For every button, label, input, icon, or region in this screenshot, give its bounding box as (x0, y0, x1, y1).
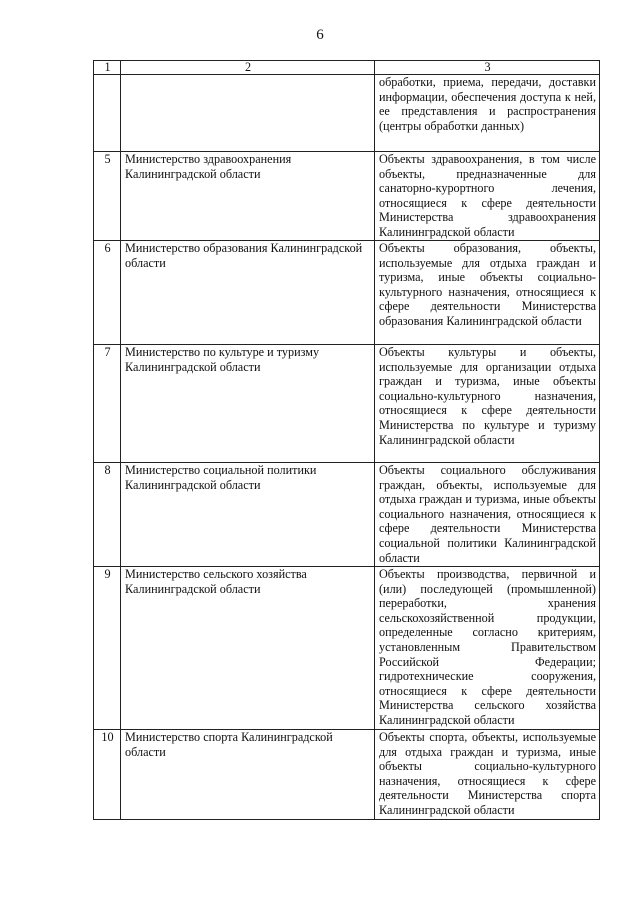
column-header-1: 1 (94, 61, 121, 75)
objects-description: Объекты социального обслуживания граждан, объекты, используемые для отдыха граждан и туризма, иные объекты социального назначения, относящиеся к сфере деятельности Министерства социальной политики Калининградской области (375, 463, 600, 567)
table-header-row (94, 61, 600, 75)
ministry-name (121, 75, 375, 152)
table-row (94, 345, 600, 463)
table-row (94, 463, 600, 567)
ministry-name: Министерство по культуре и туризму Калининградской области (121, 345, 375, 463)
objects-description: Объекты спорта, объекты, используемые для отдыха граждан и туризма, иные объекты социально-культурного назначения, относящиеся к сфере деятельности Министерства спорта Калининградской области (375, 730, 600, 820)
row-number: 7 (94, 345, 121, 463)
column-header-3: 3 (375, 61, 600, 75)
ministry-name: Министерство сельского хозяйства Калининградской области (121, 567, 375, 730)
table-row (94, 730, 600, 820)
objects-description: Объекты образования, объекты, используемые для отдыха граждан и туризма, иные объекты социально-культурного назначения, относящиеся к сфере деятельности Министерства образования Калининградской области (375, 241, 600, 345)
row-number: 9 (94, 567, 121, 730)
row-number: 6 (94, 241, 121, 345)
objects-description: обработки, приема, передачи, доставки информации, обеспечения доступа к ней, ее представления и распространения (центры обработки данных) (375, 75, 600, 152)
ministry-name: Министерство спорта Калининградской области (121, 730, 375, 820)
table-row (94, 241, 600, 345)
table-row (94, 75, 600, 152)
objects-description: Объекты здравоохранения, в том числе объекты, предназначенные для санаторно-курортного лечения, относящиеся к сфере деятельности Министерства здравоохранения Калининградской области (375, 152, 600, 241)
row-number: 8 (94, 463, 121, 567)
objects-description: Объекты производства, первичной и (или) последующей (промышленной) переработки, хранения сельскохозяйственной продукции, определенные согласно критериям, установленным Правительством Российской Федерации; гидротехнические сооружения, относящиеся к сфере деятельности Министерства сельского хозяйства Калининградской области (375, 567, 600, 730)
row-number (94, 75, 121, 152)
row-number: 10 (94, 730, 121, 820)
ministry-name: Министерство образования Калининградской области (121, 241, 375, 345)
row-number: 5 (94, 152, 121, 241)
column-header-2: 2 (121, 61, 375, 75)
objects-description: Объекты культуры и объекты, используемые для организации отдыха граждан и туризма, иные объекты социально-культурного назначения, относящиеся к сфере деятельности Министерства по культуре и туризму Калининградской области (375, 345, 600, 463)
ministries-table (93, 60, 600, 820)
ministry-name: Министерство здравоохранения Калининградской области (121, 152, 375, 241)
table-row (94, 567, 600, 730)
ministry-name: Министерство социальной политики Калининградской области (121, 463, 375, 567)
table-row (94, 152, 600, 241)
page-number: 6 (316, 27, 324, 43)
